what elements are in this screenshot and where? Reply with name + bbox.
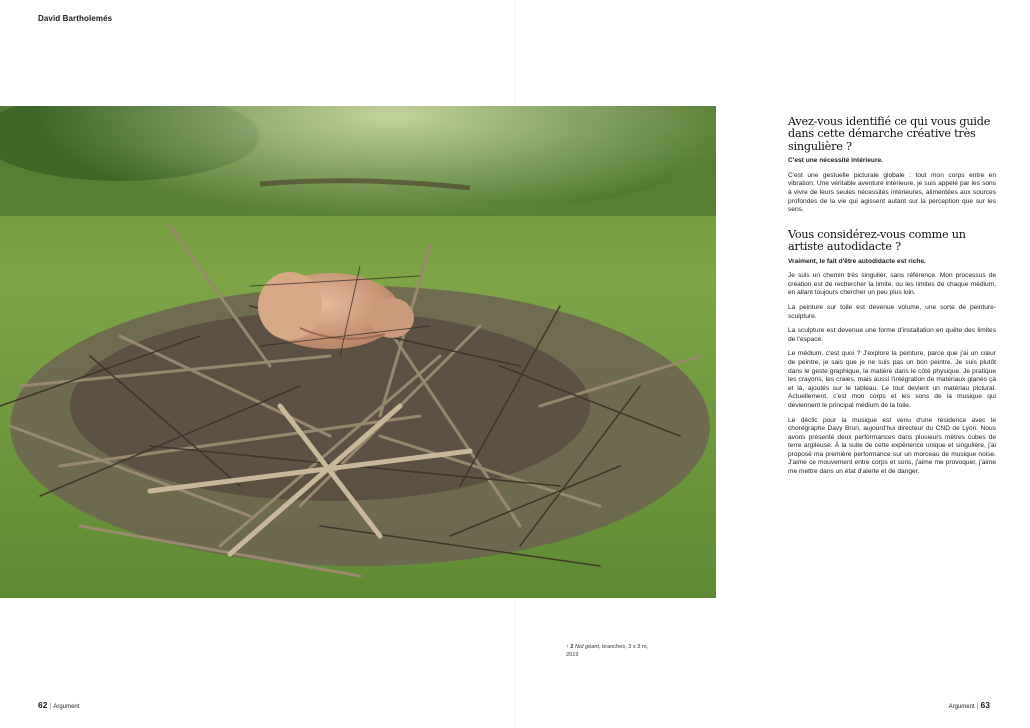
answer-1-lead: C'est une nécessité intérieure. — [788, 157, 884, 165]
page-number-left: 62 — [38, 700, 48, 710]
running-head-author: David Bartholemés — [38, 14, 113, 23]
folio-separator-left: | — [49, 701, 52, 710]
answer-2-paragraph-1: Je suis un chemin très singulier, sans référence. Mon processus de création est de rechercher la limite, ou les limites de chaque médium, en allant toujours chercher un peu plus loin. — [788, 272, 996, 297]
interview-article — [788, 116, 996, 483]
folio-separator-right: | — [976, 701, 979, 710]
caption-number: 2 — [570, 644, 574, 650]
caption-details: , branches, 3 x 3 m, — [599, 644, 649, 650]
answer-2-lead: Vraiment, le fait d'être autodidacte est riche. — [788, 257, 926, 265]
photo-caption — [566, 643, 676, 659]
interview-question-2: Vous considérez-vous comme un artiste autodidacte ? — [788, 227, 966, 254]
answer-1-paragraph: C'est une gestuelle picturale globale : tout mon corps entre en vibration. Une véritable aventure intérieure, je suis appelé par les sons à vivre de leurs seules nécessités intérieures, alimentées aux sources profondes de la vie qui agissent autant sur la perception que sur les sens. — [788, 171, 996, 214]
answer-2-paragraph-2: La peinture sur toile est devenue volume, une sorte de peinture-sculpture. — [788, 303, 996, 320]
interview-question-1: Avez-vous identifié ce qui vous guide dans cette démarche créative très singulière ? — [788, 115, 991, 153]
answer-2-paragraph-4: Le médium, c'est quoi ? J'explore la peinture, parce que j'ai un cœur de peintre, je sais que je ne suis pas un bon peintre. Je suis plutôt dans le geste graphique, la matière dans le côté physique. Je pratique les crayons, les craies, mais aussi l'intégration de matériaux glanés çà et là, ajoutés sur le tableau. Le tout devient un matériau pictural. Actuellement, c'est mon corps et les sons de la musique qui deviennent le principal médium de la toile. — [788, 350, 996, 409]
folio-left — [38, 700, 79, 710]
page-number-right: 63 — [980, 700, 990, 710]
caption-year: 2019 — [566, 652, 579, 658]
answer-2-paragraph-5: Le déclic pour la musique est venu d'une résidence avec le chorégraphe Davy Brun, aujourd'hui directeur du CND de Lyon. Nous avons présenté deux performances dans plusieurs mètres cubes de terre argileuse. À la suite de cette expérience unique et singulière, j'ai proposé ma première performance sur un morceau de musique noise. J'aime ce mouvement entre corps et sons, j'aime me provoquer, j'aime me mettre dans un état d'alerte et de danger. — [788, 416, 996, 476]
magazine-name-left: Argument — [53, 704, 80, 710]
caption-title: Nid géant — [575, 644, 599, 650]
caption-arrow: ↑ — [566, 644, 569, 650]
magazine-name-right: Argument — [948, 704, 975, 710]
folio-right — [949, 700, 990, 710]
nest-photo-illustration — [0, 106, 716, 598]
answer-2-paragraph-3: La sculpture est devenue une forme d'installation en quête des limites de l'espace. — [788, 327, 996, 343]
artwork-photo — [0, 106, 716, 598]
